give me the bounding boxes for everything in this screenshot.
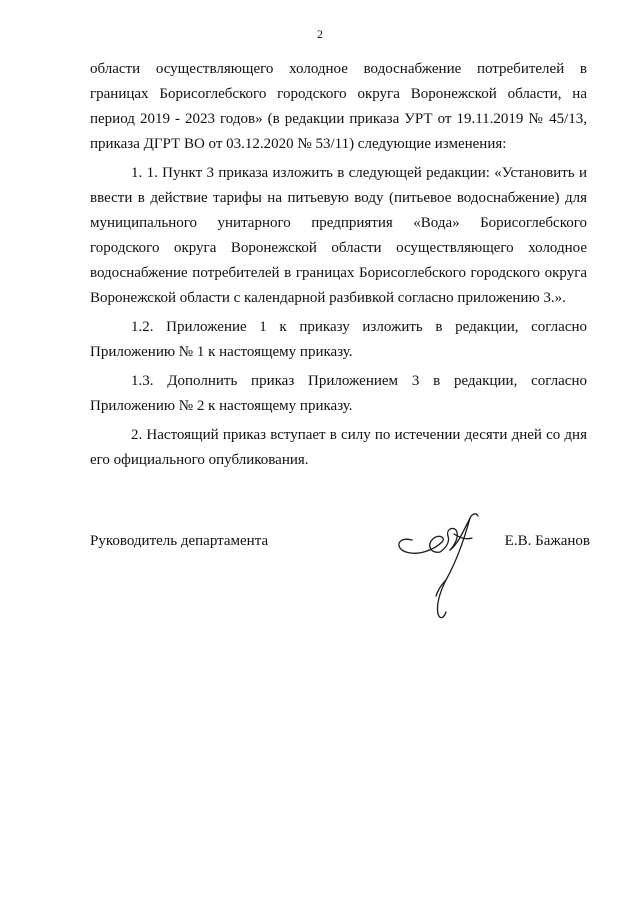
handwritten-signature-icon: [390, 500, 500, 625]
paragraph-item-1-2: 1.2. Приложение 1 к приказу изложить в редакции, согласно Приложению № 1 к настоящему приказу.: [90, 319, 587, 360]
signature-block: [90, 500, 590, 630]
paragraph-item-2: 2. Настоящий приказ вступает в силу по истечении десяти дней со дня его официального опубликования.: [90, 427, 587, 468]
signer-name: Е.В. Бажанов: [504, 533, 590, 549]
signer-title: Руководитель департамента: [90, 533, 269, 549]
paragraph-item-1-3: 1.3. Дополнить приказ Приложением 3 в редакции, согласно Приложению № 2 к настоящему приказу.: [90, 373, 587, 414]
paragraph-item-1-1: 1. 1. Пункт 3 приказа изложить в следующей редакции: «Установить и ввести в действие тарифы на питьевую воду (питьевое водоснабжение) для муниципального унитарного предприятия «Вода» Борисоглебского городского округа Воронежской области осуществляющего холодное водоснабжение потребителей в границах Борисоглебского городского округа Воронежской области с календарной разбивкой согласно приложению 3.».: [90, 165, 587, 306]
paragraph-continuation: области осуществляющего холодное водоснабжение потребителей в границах Борисоглебского городского округа Воронежской области, на период 2019 - 2023 годов» (в редакции приказа УРТ от 19.11.2019 № 45/13, приказа ДГРТ ВО от 03.12.2020 № 53/11) следующие изменения:: [90, 61, 587, 152]
page-number: 2: [317, 27, 323, 41]
document-body: [90, 57, 587, 477]
